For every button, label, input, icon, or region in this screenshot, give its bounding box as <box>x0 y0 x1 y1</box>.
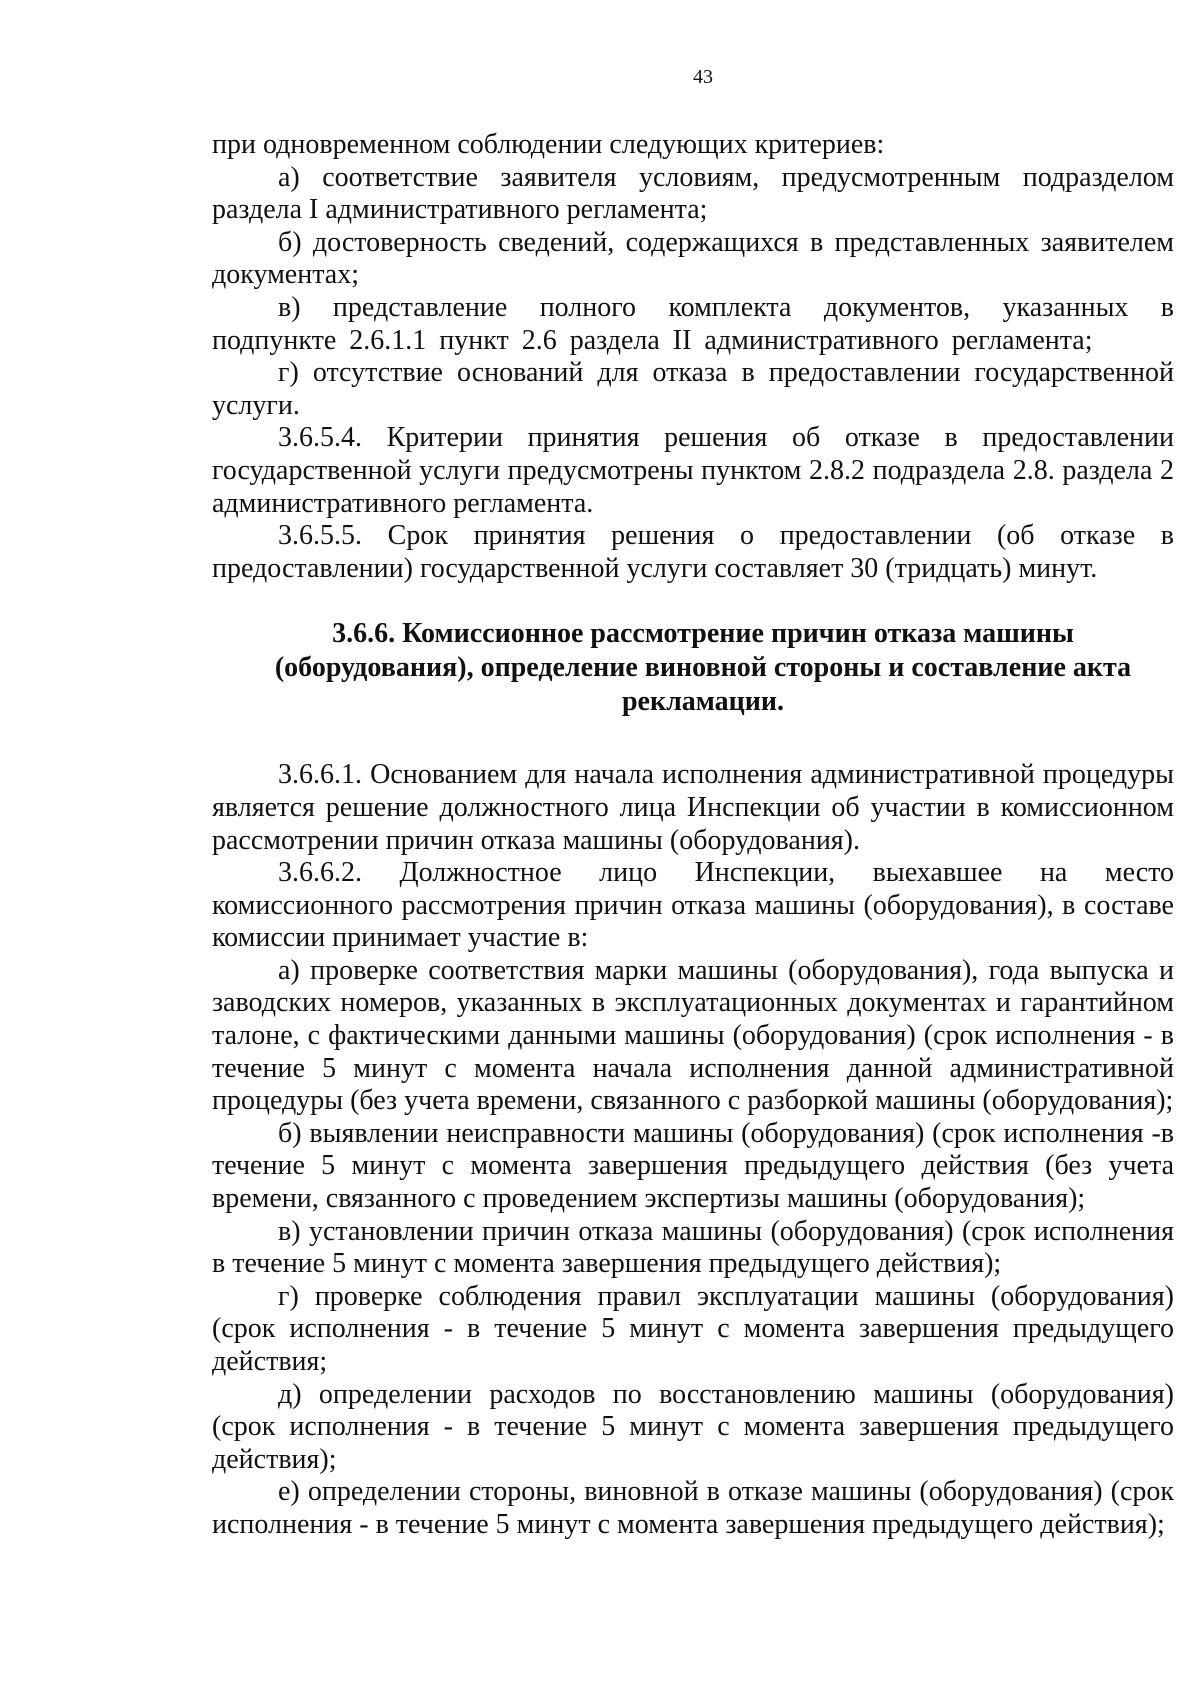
list-item-d: д) определении расходов по восстановлению машины (оборудования) (срок исполнения - в течение 5 минут с момента завершения предыдущего действия); <box>212 1378 1174 1475</box>
criterion-a: а) соответствие заявителя условиям, предусмотренным подразделом раздела I административного регламента; <box>212 161 1174 226</box>
section-heading: 3.6.6. Комиссионное рассмотрение причин отказа машины (оборудования), определение виновной стороны и составление акта рекламации. <box>274 618 1132 718</box>
list-item-a: а) проверке соответствия марки машины (оборудования), года выпуска и заводских номеров, указанных в эксплуатационных документах и гарантийном талоне, с фактическими данными машины (оборудования) (срок исполнения - в течение 5 минут с момента начала исполнения данной административной процедуры (без учета времени, связанного с разборкой машины (оборудования); <box>212 954 1174 1117</box>
list-item-e: е) определении стороны, виновной в отказе машины (оборудования) (срок исполнения - в течение 5 минут с момента завершения предыдущего действия); <box>212 1476 1174 1540</box>
document-page <box>212 66 1174 1542</box>
paragraph-3-6-6-1: 3.6.6.1. Основанием для начала исполнения административной процедуры является решение должностного лица Инспекции об участии в комиссионном рассмотрении причин отказа машины (оборудования). <box>212 759 1174 856</box>
paragraph-3-6-5-4: 3.6.5.4. Критерии принятия решения об отказе в предоставлении государственной услуги предусмотрены пунктом 2.8.2 подраздела 2.8. раздела 2 административного регламента. <box>212 422 1174 519</box>
list-item-v: в) установлении причин отказа машины (оборудования) (срок исполнения в течение 5 минут с момента завершения предыдущего действия); <box>212 1215 1174 1280</box>
list-item-g: г) проверке соблюдения правил эксплуатации машины (оборудования) (срок исполнения - в течение 5 минут с момента завершения предыдущего действия; <box>212 1280 1174 1377</box>
criteria-block <box>212 129 1174 585</box>
intro-paragraph: при одновременном соблюдении следующих критериев: <box>212 129 885 160</box>
page-number: 43 <box>693 66 713 88</box>
criterion-v: в) представление полного комплекта документов, указанных в подпункте 2.6.1.1 пункт 2.6 раздела II административного регламента; <box>212 291 1174 356</box>
criterion-g: г) отсутствие оснований для отказа в предоставлении государственной услуги. <box>212 357 1174 421</box>
procedure-block <box>212 759 1174 1541</box>
paragraph-3-6-6-2: 3.6.6.2. Должностное лицо Инспекции, выехавшее на место комиссионного рассмотрения причин отказа машины (оборудования), в составе комиссии принимает участие в: <box>212 857 1174 954</box>
paragraph-3-6-5-5: 3.6.5.5. Срок принятия решения о предоставлении (об отказе в предоставлении) государственной услуги составляет 30 (тридцать) минут. <box>212 520 1174 584</box>
criterion-b: б) достоверность сведений, содержащихся в представленных заявителем документах; <box>212 226 1174 291</box>
list-item-b: б) выявлении неисправности машины (оборудования) (срок исполнения -в течение 5 минут с момента завершения предыдущего действия (без учета времени, связанного с проведением экспертизы машины (оборудования); <box>212 1117 1174 1215</box>
